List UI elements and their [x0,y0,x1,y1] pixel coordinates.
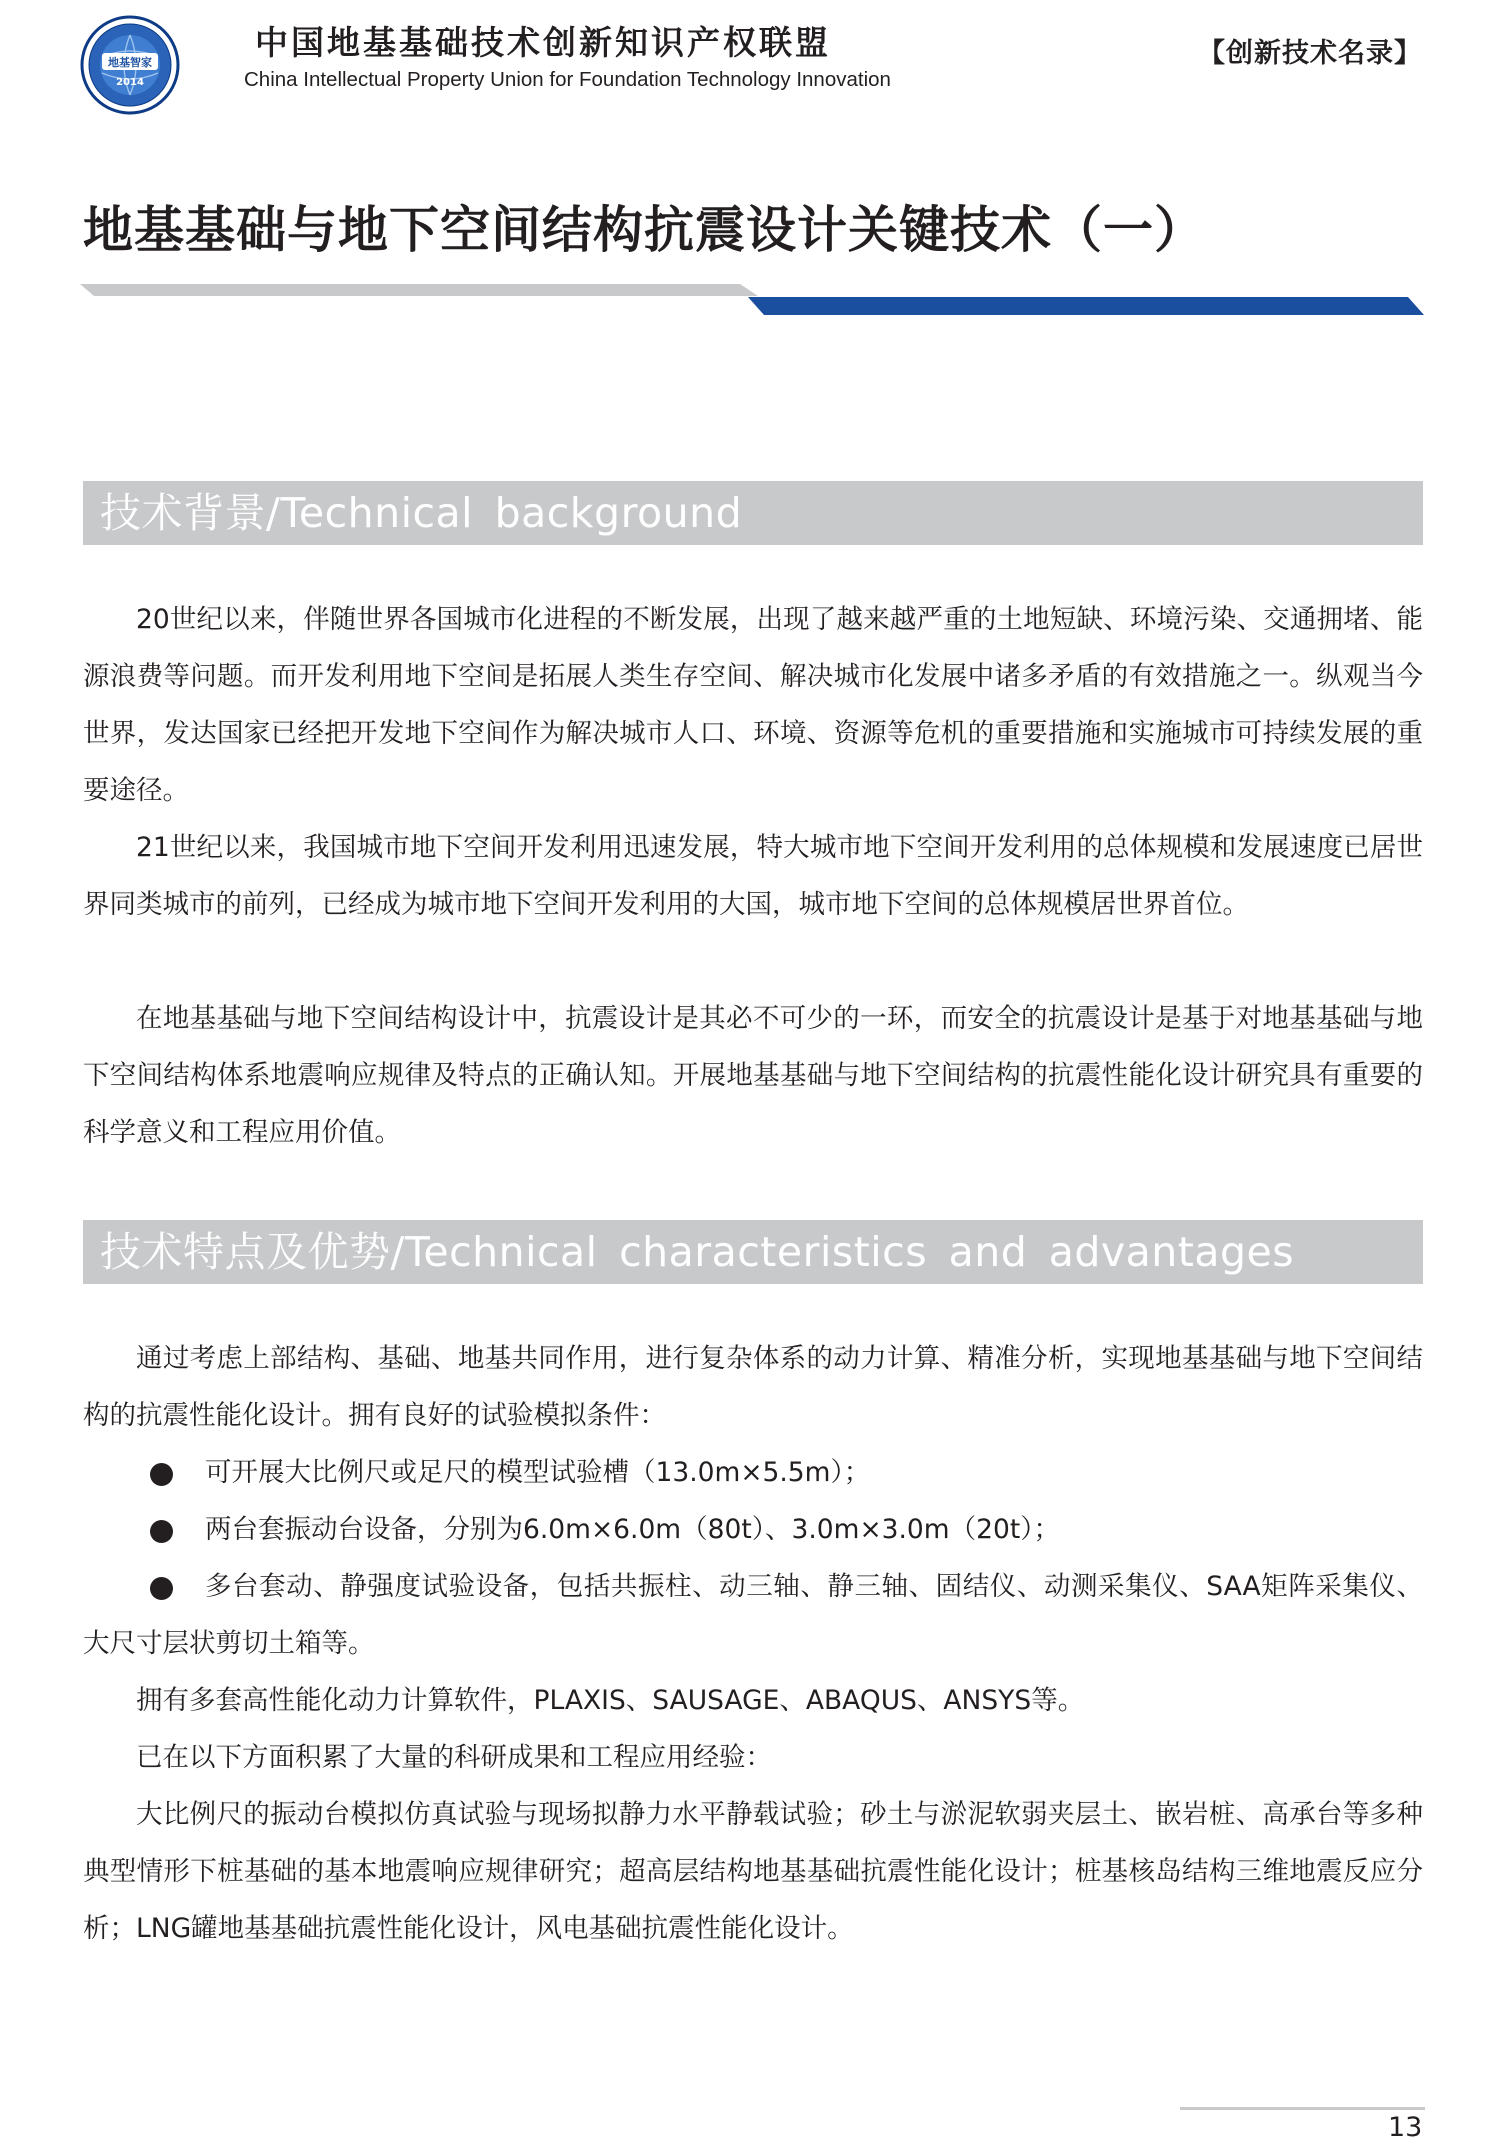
logo-year-text: 2014 [116,77,144,88]
bullet-item [83,1558,1423,1672]
bullet-dot-icon [150,1520,173,1543]
background-paragraph-1: 20世纪以来，伴随世界各国城市化进程的不断发展，出现了越来越严重的土地短缺、环境污染、交通拥堵、能源浪费等问题。而开发利用地下空间是拓展人类生存空间、解决城市化发展中诸多矛盾的有效措施之一。纵观当今世界，发达国家已经把开发地下空间作为解决城市人口、环境、资源等危机的重要措施和实施城市可持续发展的重要途径。 [83,604,1423,806]
alliance-logo [80,15,180,115]
experience-paragraph: 大比例尺的振动台模拟仿真试验与现场拟静力水平静载试验；砂土与淤泥软弱夹层土、嵌岩桩、高承台等多种典型情形下桩基础的基本地震响应规律研究；超高层结构地基基础抗震性能化设计；桩基核岛结构三维地震反应分析；LNG罐地基基础抗震性能化设计，风电基础抗震性能化设计。 [83,1799,1423,1944]
bullet-item [83,1444,1423,1501]
experience-intro: 已在以下方面积累了大量的科研成果和工程应用经验： [136,1742,772,1773]
bullet-text: 可开展大比例尺或足尺的模型试验槽（13.0m×5.5m）； [205,1457,871,1488]
advantages-intro: 通过考虑上部结构、基础、地基共同作用，进行复杂体系的动力计算、精准分析，实现地基基础与地下空间结构的抗震性能化设计。拥有良好的试验模拟条件： [83,1343,1423,1431]
section-heading-background [83,481,1423,545]
software-paragraph: 拥有多套高性能化动力计算软件，PLAXIS、SAUSAGE、ABAQUS、ANSYS等。 [136,1685,1085,1716]
logo-main-text: 地基智家 [108,56,152,69]
org-name-en: China Intellectual Property Union for Foundation Technology Innovation [244,68,891,91]
bullet-dot-icon [150,1463,173,1486]
org-name-cn: 中国地基基础技术创新知识产权联盟 [255,23,831,62]
page-title: 地基基础与地下空间结构抗震设计关键技术（一） [83,201,1205,259]
section-heading-background-text: 技术背景/Technical background [100,489,743,537]
section-heading-advantages-text: 技术特点及优势/Technical characteristics and advantages [100,1228,1295,1276]
page-number: 13 [1388,2112,1423,2143]
category-tag: 【创新技术名录】 [1198,38,1422,69]
background-paragraph-3: 在地基基础与地下空间结构设计中，抗震设计是其必不可少的一环，而安全的抗震设计是基于对地基基础与地下空间结构体系地震响应规律及特点的正确认知。开展地基基础与地下空间结构的抗震性能化设计研究具有重要的科学意义和工程应用价值。 [83,1003,1423,1148]
bullet-item [83,1501,1423,1558]
bullet-dot-icon [150,1577,173,1600]
section-heading-advantages [83,1220,1423,1284]
bullet-text: 两台套振动台设备，分别为6.0m×6.0m（80t）、3.0m×3.0m（20t）； [205,1514,1060,1545]
background-paragraph-2: 21世纪以来，我国城市地下空间开发利用迅速发展，特大城市地下空间开发利用的总体规模和发展速度已居世界同类城市的前列，已经成为城市地下空间开发利用的大国，城市地下空间的总体规模居世界首位。 [83,832,1423,920]
title-underline-decoration [80,282,1424,318]
bullet-text: 多台套动、静强度试验设备，包括共振柱、动三轴、静三轴、固结仪、动测采集仪、SAA矩阵采集仪、大尺寸层状剪切土箱等。 [83,1571,1423,1659]
